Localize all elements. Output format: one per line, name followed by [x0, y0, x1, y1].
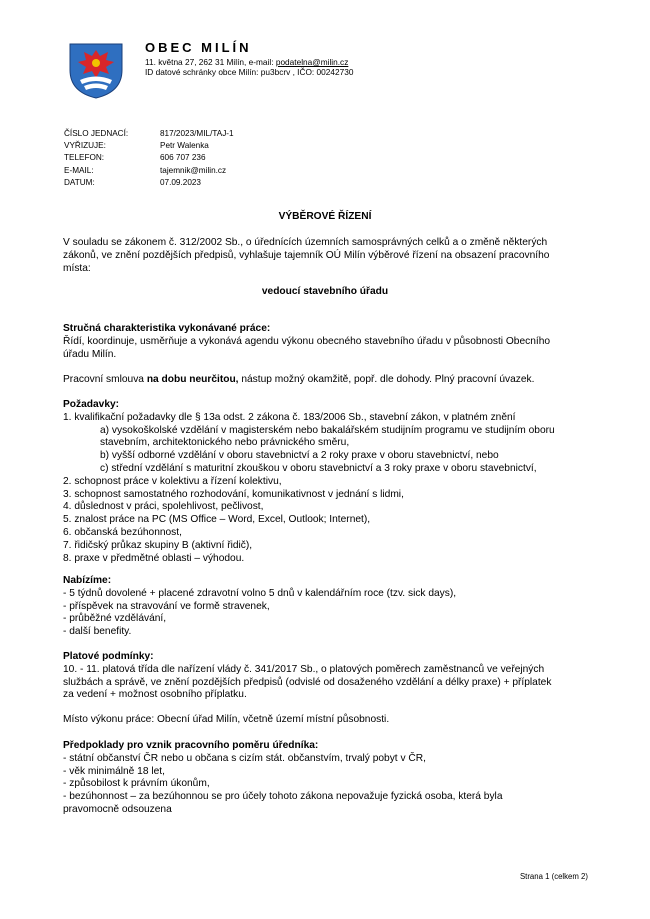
- list-item: pravomocně odsouzena: [63, 803, 172, 815]
- page-number: Strana 1 (celkem 2): [519, 872, 588, 881]
- list-item: 8. praxe v předmětné oblasti – výhodou.: [63, 552, 245, 564]
- reference-block: [64, 128, 234, 189]
- characteristics-section: Stručná charakteristika vykonávané práce: Řídí, koordinuje, usměrňuje a vykonává agendu výkonu obecného stavebního úřadu v působnosti Obecního úřadu Milín.: [63, 323, 551, 360]
- section-heading: Nabízíme:: [63, 575, 112, 586]
- salary-section: Platové podmínky: 10. - 11. platová třída dle nařízení vlády č. 341/2017 Sb., o platových poměrech zaměstnanců ve veřejných službách a správě, ve znění pozdějších předpisů (odvislé od dosaženého vzdělání a délky praxe) + příplatek za vedení + možnost osobního příplatku.: [63, 651, 552, 701]
- list-item: - další benefity.: [63, 626, 132, 638]
- list-item: 5. znalost práce na PC (MS Office – Word, Excel, Outlook; Internet),: [63, 514, 371, 526]
- intro-paragraph: V souladu se zákonem č. 312/2002 Sb., o úřednících územních samosprávných celků a o změně některých zákonů, ve znění pozdějších předpisů, vyhlašuje tajemník OÚ Milín výběrové řízení na obsazení pracovního místa:: [63, 237, 550, 274]
- section-heading: Požadavky:: [63, 399, 120, 410]
- list-item: - příspěvek na stravování ve formě stravenek,: [63, 600, 270, 612]
- workplace-line: Místo výkonu práce: Obecní úřad Milín, včetně území místní působnosti.: [63, 714, 390, 725]
- contract-line: Pracovní smlouva na dobu neurčitou, nástup možný okamžitě, popř. dle dohody. Plný pracovní úvazek.: [63, 374, 535, 385]
- list-item: c) střední vzdělání s maturitní zkouškou v oboru stavebnictví a 3 roky praxe v oboru stavebnictví,: [100, 462, 537, 474]
- document-title: VÝBĚROVÉ ŘÍZENÍ: [278, 211, 372, 222]
- list-item: - věk minimálně 18 let,: [63, 765, 165, 777]
- list-item: 7. řidičský průkaz skupiny B (aktivní řidič),: [63, 539, 253, 551]
- list-item: 3. schopnost samostatného rozhodování, komunikativnost v jednání s lidmi,: [63, 488, 404, 500]
- list-item: 6. občanská bezúhonnost,: [63, 526, 182, 538]
- section-heading: Platové podmínky:: [63, 651, 154, 662]
- list-item: 4. důslednost v práci, spolehlivost, pečlivost,: [63, 501, 264, 513]
- municipality-name: OBEC MILÍN: [145, 40, 252, 55]
- municipal-crest-logo: [66, 40, 126, 100]
- list-item: - 5 týdnů dovolené + placené zdravotní volno 5 dnů v kalendářním roce (tzv. sick days),: [63, 587, 457, 599]
- meta-row: DATUM: 07.09.2023: [64, 177, 201, 187]
- meta-row: E-MAIL: tajemnik@milin.cz: [64, 165, 227, 175]
- prerequisites-section: [63, 740, 503, 817]
- section-heading: Předpoklady pro vznik pracovního poměru úředníka:: [63, 740, 319, 751]
- list-item: 2. schopnost práce v kolektivu a řízení kolektivu,: [63, 475, 282, 487]
- list-item: b) vyšší odborné vzdělání v oboru stavebnictví a 2 roky praxe v oboru stavebnictví, nebo: [100, 450, 499, 462]
- list-item: stavebním, architektonického nebo právnického směru,: [100, 437, 350, 449]
- position-title: vedoucí stavebního úřadu: [261, 286, 389, 297]
- email-link[interactable]: podatelna@milin.cz: [275, 57, 349, 67]
- list-item: - bezúhonnost – za bezúhonnou se pro účely tohoto zákona nepovažuje fyzická osoba, která byla: [63, 791, 503, 803]
- list-item: a) vysokoškolské vzdělání v magisterském nebo bakalářském studijním programu ve studijním oboru: [100, 424, 555, 436]
- section-heading: Stručná charakteristika vykonávané práce:: [63, 323, 271, 334]
- list-item: - průběžné vzdělávání,: [63, 613, 167, 625]
- list-item: - státní občanství ČR nebo u občana s cizím stát. občanstvím, trvalý pobyt v ČR,: [63, 752, 426, 764]
- list-item: - způsobilost k právním úkonům,: [63, 778, 210, 790]
- meta-row: VYŘIZUJE: Petr Walenka: [64, 141, 209, 151]
- meta-row: ČÍSLO JEDNACÍ: 817/2023/MIL/TAJ-1: [64, 129, 234, 138]
- list-item: 1. kvalifikační požadavky dle § 13a odst. 2 zákona č. 183/2006 Sb., stavební zákon, v platném znění: [63, 411, 516, 423]
- data-box-line: ID datové schránky obce Milín: pu3bcrv , IČO: 00242730: [145, 67, 354, 77]
- requirements-section: [63, 399, 555, 565]
- offer-section: [63, 575, 456, 639]
- address-line: 11. května 27, 262 31 Milín, e-mail: podatelna@milin.cz: [145, 57, 349, 67]
- meta-row: TELEFON: 606 707 236: [64, 153, 206, 163]
